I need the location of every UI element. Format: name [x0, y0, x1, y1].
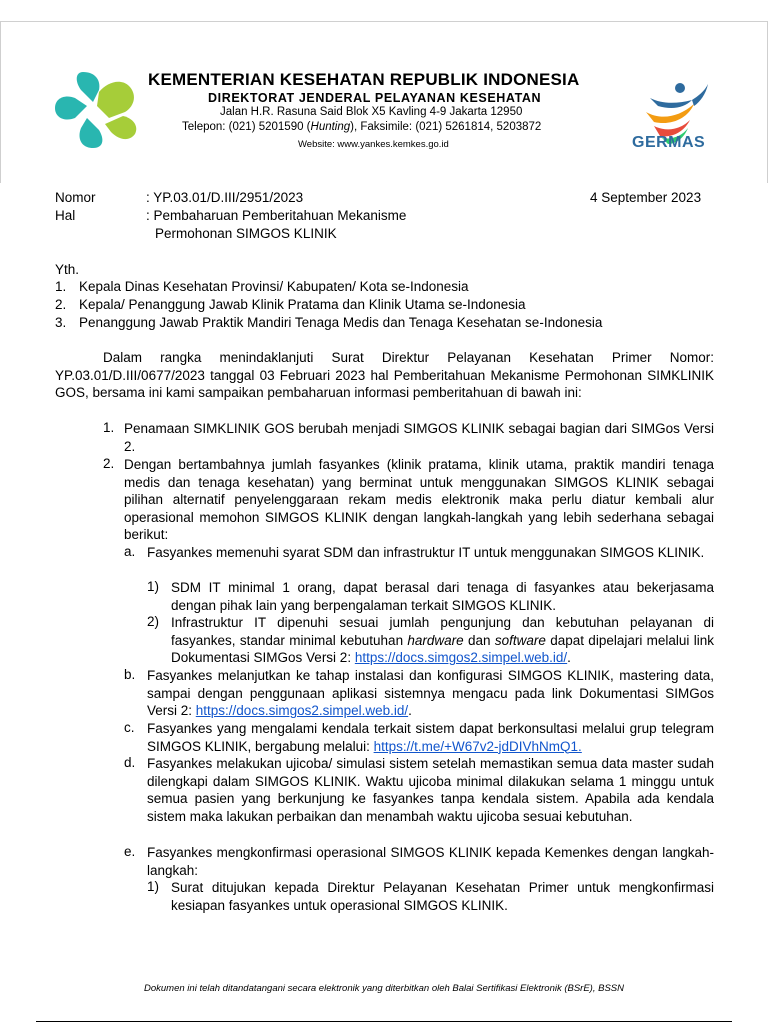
item-a1-num: 1): [147, 579, 160, 594]
item-b-end: .: [408, 703, 412, 719]
item-b-text: Fasyankes melanjutkan ke tahap instalasi dan konfigurasi SIMGOS KLINIK, mastering data, sampai dengan penggunaan aplikasi sistemnya mengacu pada link Dokumentasi SIMGos Versi 2:: [147, 668, 714, 719]
item-c-num: c.: [124, 720, 135, 735]
item-d: Fasyankes melakukan ujicoba/ simulasi sistem setelah memastikan semua data master sudah dilengkapi dalam SIMGOS KLINIK. Waktu ujicoba minimal dilakukan selama 1 minggu untuk semua pasien yang berkunjung ke fasyankes tanpa kendala sistem. Apabila ada kendala sistem maka lakukan perbaikan dan menambah waktu ujicoba sesuai kebutuhan.: [147, 756, 714, 824]
recipient-num-3: 3.: [55, 315, 67, 330]
item-a2: [171, 614, 714, 667]
recipient-1: Kepala Dinas Kesehatan Provinsi/ Kabupaten/ Kota se-Indonesia: [79, 279, 469, 294]
item-1: Penamaan SIMKLINIK GOS berubah menjadi SIMGOS KLINIK sebagai bagian dari SIMGos Versi 2.: [124, 421, 714, 454]
footer-rule: [36, 1021, 732, 1022]
phone-line: [182, 121, 541, 133]
esign-footer: Dokumen ini telah ditandatangani secara elektronik yang diterbitkan oleh Balai Sertifikasi Elektronik (BSrE), BSSN: [144, 983, 624, 994]
recipient-num-2: 2.: [55, 297, 67, 312]
hal-line-1: : Pembaharuan Pemberitahuan Mekanisme: [146, 208, 407, 223]
letter-date: 4 September 2023: [590, 190, 702, 205]
page-top-border: [0, 21, 768, 22]
ministry-name: KEMENTERIAN KESEHATAN REPUBLIK INDONESIA: [148, 70, 580, 89]
item-a-num: a.: [124, 544, 136, 559]
item-a1: SDM IT minimal 1 orang, dapat berasal dari tenaga di fasyankes atau bekerjasama dengan pihak lain yang berpengalaman terkait SIMGOS KLINIK.: [171, 580, 714, 613]
kemenkes-logo-icon: [53, 70, 139, 150]
nomor-value: : YP.03.01/D.III/2951/2023: [146, 190, 304, 205]
item-e: Fasyankes mengkonfirmasi operasional SIMGOS KLINIK kepada Kemenkes dengan langkah-langkah:: [147, 845, 714, 878]
directorate-name: DIREKTORAT JENDERAL PELAYANAN KESEHATAN: [208, 91, 542, 105]
intro-paragraph: Dalam rangka menindaklanjuti Surat Direktur Pelayanan Kesehatan Primer Nomor: YP.03.01/D.III/0677/2023 tanggal 03 Februari 2023 hal Pemberitahuan Mekanisme Permohonan SIMKLINIK GOS, bersama ini kami sampaikan pembaharuan informasi pemberitahuan di bawah ini:: [55, 350, 714, 401]
address: Jalan H.R. Rasuna Said Blok X5 Kavling 4-9 Jakarta 12950: [220, 106, 523, 118]
item-a2-text-2: dan: [463, 632, 495, 648]
phone-prefix: Telepon: (021) 5201590 (: [182, 121, 311, 133]
item-a2-text-3: dapat dipelajari melalui link Dokumentasi SIMGos Versi 2:: [171, 632, 715, 666]
item-a2-num: 2): [147, 614, 160, 629]
item-a2-hardware: hardware: [407, 632, 464, 648]
item-2-num: 2.: [103, 456, 115, 471]
phone-hunting: Hunting: [310, 121, 351, 133]
page-left-border: [0, 21, 1, 183]
item-a2-text-1: Infrastruktur IT dipenuhi sesuai jumlah pengunjung dan kebutuhan pelayanan di fasyankes, standar minimal kebutuhan: [171, 615, 714, 648]
docs-link-2[interactable]: https://docs.simgos2.simpel.web.id/: [195, 703, 409, 719]
yth: Yth.: [55, 262, 80, 277]
item-a: Fasyankes memenuhi syarat SDM dan infrastruktur IT untuk menggunakan SIMGOS KLINIK.: [147, 545, 705, 560]
item-a2-software: software: [494, 632, 546, 648]
recipient-2: Kepala/ Penanggung Jawab Klinik Pratama dan Klinik Utama se-Indonesia: [79, 297, 526, 312]
item-2: Dengan bertambahnya jumlah fasyankes (klinik pratama, klinik utama, praktik mandiri tenaga medis dan tenaga kesehatan) yang berminat untuk menggunakan SIMGOS KLINIK sebagai pilihan alternatif penyelenggaraan rekam medis elektronik maka perlu diatur kembali alur operasional memohon SIMGOS KLINIK dengan langkah-langkah yang lebih sederhana sebagai berikut:: [124, 457, 714, 543]
item-c: [147, 720, 714, 755]
hal-line-2: Permohonan SIMGOS KLINIK: [155, 226, 337, 241]
item-b: [147, 667, 714, 720]
item-e1-num: 1): [147, 879, 160, 894]
hal-label: Hal: [55, 208, 76, 223]
item-e-num: e.: [124, 844, 136, 859]
item-c-text: Fasyankes yang mengalami kendala terkait sistem dapat berkonsultasi melalui grup telegram SIMGOS KLINIK, bergabung melalui:: [147, 721, 714, 754]
item-a2-end: .: [567, 650, 571, 666]
nomor-label: Nomor: [55, 190, 96, 205]
item-e1: Surat ditujukan kepada Direktur Pelayanan Kesehatan Primer untuk mengkonfirmasi kesiapan fasyankes untuk operasional SIMGOS KLINIK.: [171, 880, 714, 913]
item-1-num: 1.: [103, 420, 115, 435]
recipient-3: Penanggung Jawab Praktik Mandiri Tenaga Medis dan Tenaga Kesehatan se-Indonesia: [79, 315, 603, 330]
telegram-link[interactable]: https://t.me/+W67v2-jdDIVhNmQ1.: [373, 738, 582, 754]
germas-label: GERMAS: [632, 134, 706, 151]
website: Website: www.yankes.kemkes.go.id: [298, 139, 449, 150]
phone-suffix: ), Faksimile: (021) 5261814, 5203872: [350, 121, 542, 133]
docs-link-1[interactable]: https://docs.simgos2.simpel.web.id/: [354, 650, 568, 666]
item-b-num: b.: [124, 667, 136, 682]
item-d-num: d.: [124, 755, 136, 770]
recipient-num-1: 1.: [55, 279, 67, 294]
